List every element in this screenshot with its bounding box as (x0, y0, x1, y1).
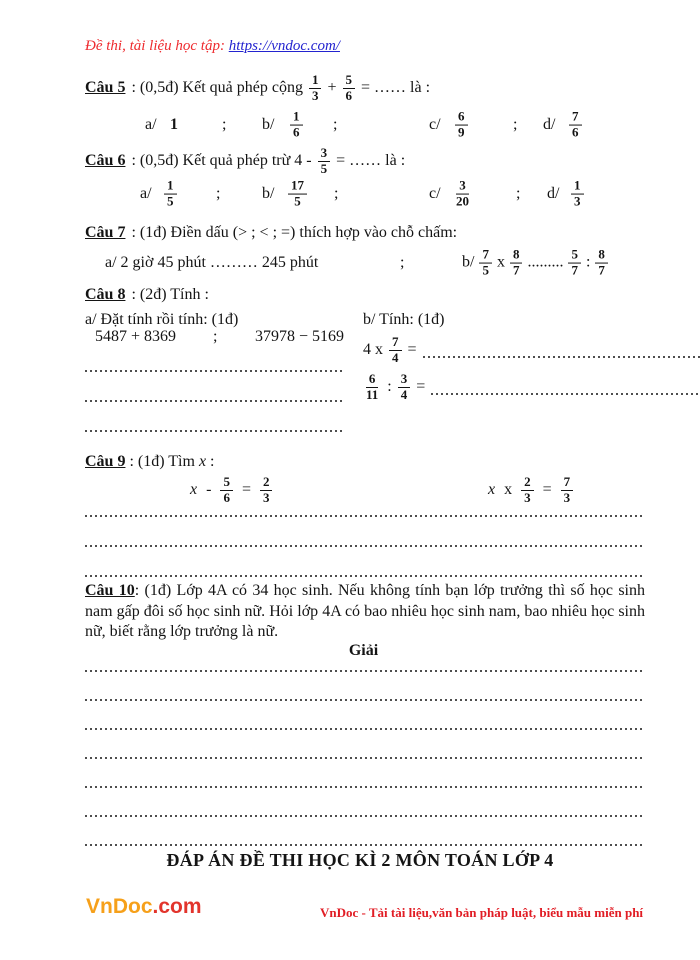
fraction-numerator: 7 (569, 110, 582, 126)
fraction-denominator: 7 (512, 262, 520, 278)
header-link[interactable]: https://vndoc.com/ (228, 38, 340, 54)
footer-tagline: VnDoc - Tải tài liệu,văn bản pháp luật, biểu mẫu miễn phí (320, 905, 644, 920)
fraction-numerator: 1 (571, 179, 584, 195)
fraction-denominator: 4 (392, 349, 399, 365)
vndoc-logo-suffix: .com (152, 895, 202, 918)
answer-dotted-line (85, 515, 642, 517)
question-8-text: : (2đ) Tính : (131, 286, 209, 303)
fraction-numerator: 7 (479, 248, 492, 264)
fraction (318, 146, 331, 177)
question-6-text-tail: = …… là : (336, 152, 406, 169)
times-operator: x (496, 254, 505, 271)
plus-operator: + (327, 79, 337, 96)
option-a-label: a/ (145, 116, 157, 133)
equals-sign: = (241, 481, 251, 498)
answer-dotted-line (85, 757, 645, 759)
option-b-label: b/ (262, 116, 275, 133)
fraction-denominator: 6 (223, 489, 230, 505)
fraction (343, 73, 356, 104)
fraction-numerator: 8 (595, 248, 608, 264)
separator: ; (334, 185, 339, 202)
fraction (595, 248, 608, 279)
option-d-fraction (571, 179, 584, 210)
separator: ; (516, 185, 521, 202)
fraction-denominator: 5 (294, 193, 301, 209)
fraction-denominator: 11 (366, 386, 379, 402)
question-9-heading (85, 453, 215, 471)
question-7-heading (85, 224, 457, 242)
question-8b-heading: b/ Tính: (1đ) (363, 311, 445, 328)
fraction-denominator: 3 (524, 489, 531, 505)
question-7-items (0, 243, 700, 283)
header-label: Đề thi, tài liệu học tập: (85, 38, 225, 54)
answer-dotted-line (85, 430, 345, 432)
option-d-label: d/ (543, 116, 556, 133)
answer-dotted-line (85, 545, 642, 547)
answer-dotted-line (85, 728, 645, 730)
fraction-denominator: 5 (320, 160, 328, 176)
option-d-fraction (569, 110, 582, 141)
equals-sign: = (542, 481, 552, 498)
variable-x: x (190, 481, 198, 498)
option-a-value: 1 (170, 116, 178, 133)
answer-dotted-line (85, 786, 645, 788)
fraction-numerator: 3 (318, 146, 331, 162)
fraction-denominator: 20 (456, 193, 469, 209)
fraction-denominator: 7 (571, 262, 578, 278)
answer-dotted-line (85, 844, 645, 846)
question-7-item-a: a/ 2 giờ 45 phút ……… 245 phút (105, 254, 319, 271)
subtraction-expression: 37978 − 5169 (255, 328, 345, 345)
answer-dotted-line (85, 815, 645, 817)
vndoc-logo[interactable] (86, 895, 202, 919)
separator: ; (513, 116, 518, 133)
question-5-options (0, 107, 700, 143)
equals-sign: = (407, 341, 417, 358)
expression-prefix: 4 x (363, 341, 383, 358)
question-9-title: Câu 9 (85, 453, 126, 470)
question-6-options (0, 176, 700, 212)
fraction-denominator: 3 (262, 489, 270, 505)
separator: ; (333, 116, 338, 133)
fraction (389, 335, 402, 366)
fraction-denominator: 3 (574, 193, 581, 209)
solution-label: Giải (348, 642, 379, 659)
fraction-numerator: 5 (220, 475, 233, 491)
fraction-denominator: 5 (482, 262, 489, 278)
question-6-heading (85, 142, 405, 180)
fraction-numerator: 8 (510, 248, 523, 264)
minus-operator: - (206, 481, 212, 498)
addition-expression: 5487 + 8369 (95, 328, 177, 345)
question-5-text: : (0,5đ) Kết quả phép cộng (131, 79, 303, 96)
times-operator: x (504, 481, 513, 498)
fraction-numerator: 6 (455, 110, 468, 126)
fraction-denominator: 5 (167, 193, 174, 209)
fraction-numerator: 7 (389, 335, 402, 351)
question-10-points: : (1đ) (134, 582, 172, 599)
divide-operator: : (585, 254, 591, 271)
fraction-denominator: 7 (598, 262, 605, 278)
divide-operator: : (387, 378, 392, 395)
question-7-text: : (1đ) Điền dấu (> ; < ; =) thích hợp vào chỗ chấm: (131, 224, 458, 241)
option-c-label: c/ (429, 116, 441, 133)
fraction-denominator: 6 (293, 124, 300, 140)
option-b-label: b/ (262, 185, 275, 202)
separator: ; (400, 254, 405, 271)
separator: ; (222, 116, 227, 133)
separator: ; (213, 328, 218, 345)
fraction (260, 475, 273, 506)
fraction-denominator: 6 (345, 87, 352, 103)
fraction (363, 372, 381, 403)
option-a-fraction (164, 179, 177, 210)
fraction-numerator: 6 (366, 372, 379, 388)
fraction-denominator: 3 (311, 87, 319, 103)
question-9-equation-1 (190, 471, 272, 509)
fraction (561, 475, 574, 506)
question-7-title: Câu 7 (85, 224, 126, 241)
answer-dotted-line (85, 670, 645, 672)
fraction-denominator: 6 (572, 124, 579, 140)
option-a-label: a/ (140, 185, 152, 202)
fraction-numerator: 17 (288, 179, 307, 195)
question-7-item-b-row (462, 248, 608, 279)
option-b-fraction (288, 179, 307, 210)
fraction-numerator: 1 (309, 73, 322, 89)
question-10-paragraph (85, 581, 645, 643)
fraction-numerator: 7 (561, 475, 574, 491)
question-10-text: Lớp 4A có 34 học sinh. Nếu không tính bạn lớp trưởng thì số học sinh nam gấp đôi số học sinh nữ. Hỏi lớp 4A có bao nhiêu học sinh nam, bao nhiêu học sinh nữ, biết rằng lớp trưởng là nữ. (85, 582, 645, 640)
answer-dotted-line (85, 699, 645, 701)
fraction-numerator: 1 (290, 110, 303, 126)
question-8b-expression-1 (363, 332, 700, 368)
answer-dotted-leader (431, 393, 700, 395)
answer-dotted-line (85, 400, 345, 402)
question-10-title: Câu 10 (85, 582, 135, 599)
fraction-numerator: 5 (568, 248, 581, 264)
fraction (398, 372, 411, 403)
question-6-title: Câu 6 (85, 152, 126, 169)
question-8a-heading: a/ Đặt tính rồi tính: (1đ) (85, 311, 239, 328)
answer-dotted-leader (423, 356, 700, 358)
fraction (568, 248, 581, 279)
variable-x: x (198, 453, 207, 470)
vndoc-logo-main: VnDoc (86, 895, 153, 918)
question-8-title: Câu 8 (85, 286, 126, 303)
question-5-heading (85, 68, 430, 108)
item-b-label: b/ (462, 254, 475, 271)
question-5-text-tail: = …… là : (361, 79, 431, 96)
fraction-numerator: 3 (456, 179, 469, 195)
answer-key-title: ĐÁP ÁN ĐỀ THI HỌC KÌ 2 MÔN TOÁN LỚP 4 (166, 850, 554, 870)
fraction-denominator: 9 (458, 124, 465, 140)
fraction-numerator: 2 (260, 475, 273, 491)
separator: ; (216, 185, 221, 202)
fraction-denominator: 3 (563, 489, 571, 505)
variable-x: x (488, 481, 496, 498)
fraction-numerator: 3 (398, 372, 411, 388)
option-c-fraction (455, 110, 468, 141)
fraction (521, 475, 534, 506)
question-6-text: : (0,5đ) Kết quả phép trừ 4 - (131, 152, 312, 169)
question-5-title: Câu 5 (85, 79, 126, 96)
answer-dotted-line (85, 575, 642, 577)
question-9-equation-2 (488, 471, 573, 509)
question-8-heading (85, 286, 209, 304)
colon: : (210, 453, 215, 470)
header-line (85, 38, 340, 55)
fraction (479, 248, 492, 279)
option-c-fraction (453, 179, 472, 210)
answer-dotted-line (85, 370, 345, 372)
equals-sign: = (416, 378, 426, 395)
answer-dots: ......... (527, 254, 564, 271)
fraction-numerator: 5 (343, 73, 356, 89)
question-7-item-b (462, 248, 608, 279)
fraction (309, 73, 322, 104)
option-d-label: d/ (547, 185, 560, 202)
fraction (220, 475, 233, 506)
question-9-text: : (1đ) Tìm (129, 453, 195, 470)
fraction-numerator: 1 (164, 179, 177, 195)
question-8b-expression-2 (363, 369, 700, 405)
option-b-fraction (290, 110, 303, 141)
fraction-denominator: 4 (400, 386, 408, 402)
fraction-numerator: 2 (521, 475, 534, 491)
fraction (510, 248, 523, 279)
option-c-label: c/ (429, 185, 441, 202)
